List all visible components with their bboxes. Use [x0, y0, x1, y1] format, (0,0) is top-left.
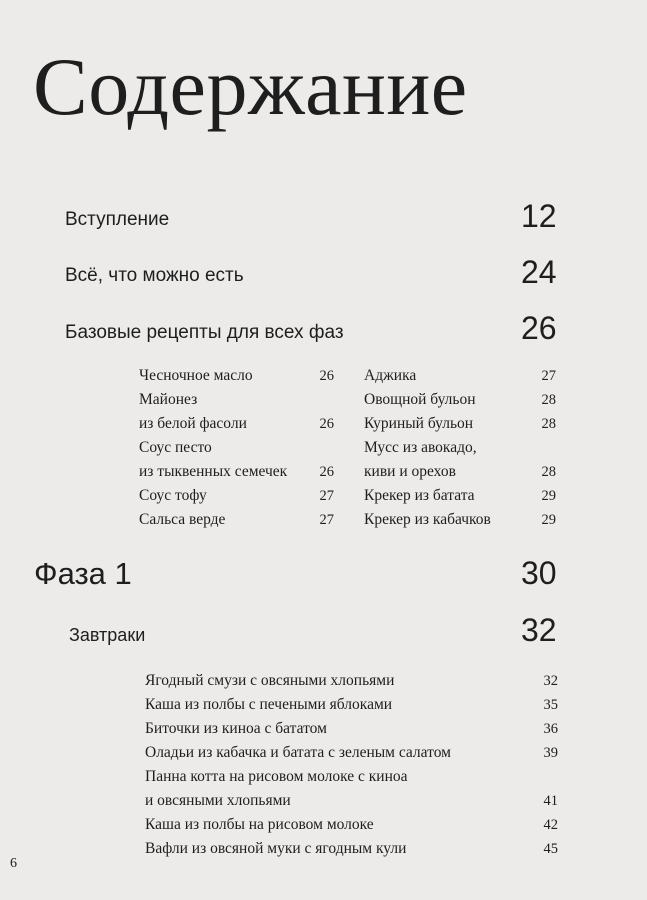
list-item: Сальса верде: [139, 511, 226, 528]
list-item: Майонез: [139, 391, 198, 408]
list-item: Каша из полбы с печеными яблоками: [145, 696, 393, 713]
page-ref: [538, 765, 558, 789]
page-ref: 36: [543, 721, 558, 737]
page-ref: 27: [319, 512, 334, 528]
list-item: Ягодный смузи с овсяными хлопьями: [145, 672, 395, 689]
list-item: Крекер из кабачков: [364, 511, 491, 528]
page-ref: 32: [543, 673, 558, 689]
list-item: Панна котта на рисовом молоке с киноа: [145, 768, 408, 785]
section-intro-label: Вступление: [65, 209, 170, 230]
base-recipes-right-column: [364, 364, 491, 532]
list-item: Соус песто: [139, 439, 212, 456]
page-ref: 29: [541, 488, 556, 504]
list-item: Вафли из овсяной муки с ягодным кули: [145, 840, 407, 857]
list-item: из тыквенных семечек: [139, 463, 288, 480]
page-ref: 35: [543, 697, 558, 713]
section-allowed-page: 24: [521, 254, 557, 290]
page-ref: [538, 436, 556, 460]
list-item: Аджика: [364, 367, 417, 384]
page-ref: 26: [319, 464, 334, 480]
page-number: 6: [10, 856, 17, 871]
page-ref: 26: [319, 416, 334, 432]
list-item: и овсяными хлопьями: [145, 792, 291, 809]
page-title: Содержание: [33, 41, 468, 132]
page-ref: 42: [543, 817, 558, 833]
subsection-breakfast-page: 32: [521, 612, 557, 648]
list-item: Куриный бульон: [364, 415, 474, 432]
section-intro-page: 12: [521, 198, 557, 234]
page-ref: 41: [543, 793, 558, 809]
list-item: Чесночное масло: [139, 367, 253, 384]
list-item: Оладьи из кабачка и батата с зеленым салатом: [145, 744, 451, 761]
list-item: из белой фасоли: [139, 415, 247, 432]
list-item: Биточки из киноа с бататом: [145, 720, 327, 737]
base-recipes-left-pages: [316, 364, 334, 532]
page-ref: 27: [541, 368, 556, 384]
page-ref: [316, 388, 334, 412]
page-ref: 28: [541, 392, 556, 408]
page-ref: 26: [319, 368, 334, 384]
page-ref: 28: [541, 416, 556, 432]
page-ref: 39: [543, 745, 558, 761]
page-ref: 45: [543, 841, 558, 857]
section-allowed-label: Всё, что можно есть: [65, 265, 244, 286]
page-ref: [316, 436, 334, 460]
phase-page: 30: [521, 555, 557, 591]
list-item: Крекер из батата: [364, 487, 475, 504]
list-item: Овощной бульон: [364, 391, 476, 408]
breakfast-pages: [538, 669, 558, 861]
section-base-label: Базовые рецепты для всех фаз: [65, 322, 344, 343]
base-recipes-right-pages: [538, 364, 556, 532]
section-base-page: 26: [521, 310, 557, 346]
breakfast-list: [145, 669, 451, 861]
subsection-breakfast-label: Завтраки: [69, 625, 146, 645]
phase-heading: Фаза 1: [34, 556, 132, 591]
list-item: Соус тофу: [139, 487, 207, 504]
page-ref: 28: [541, 464, 556, 480]
page-ref: 27: [319, 488, 334, 504]
page-ref: 29: [541, 512, 556, 528]
list-item: Каша из полбы на рисовом молоке: [145, 816, 374, 833]
list-item: Мусс из авокадо,: [364, 439, 477, 456]
base-recipes-left-column: [139, 364, 287, 532]
list-item: киви и орехов: [364, 463, 456, 480]
